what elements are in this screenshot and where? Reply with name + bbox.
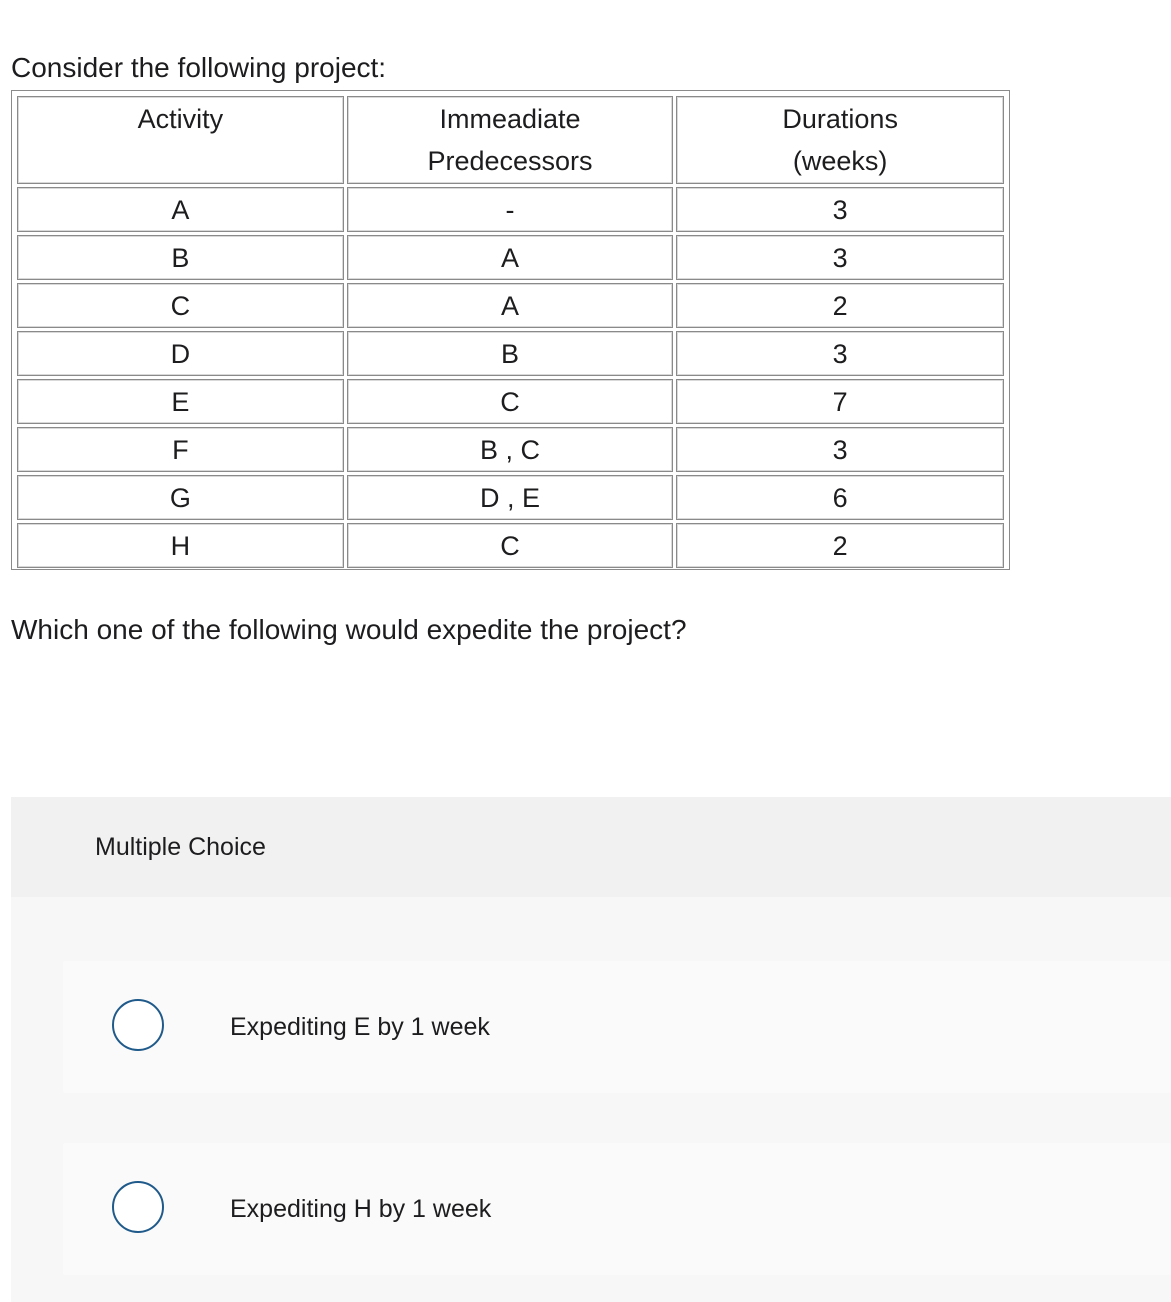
activity-table [14,93,1007,571]
cell-duration: 2 [676,283,1004,328]
header-duration-line2: (weeks) [792,146,888,176]
header-duration-line1: Durations [782,104,898,134]
cell-duration: 3 [676,235,1004,280]
table-row [17,379,1004,424]
intro-text: Consider the following project: [11,52,387,83]
cell-duration: 3 [676,427,1004,472]
radio-button-icon[interactable] [112,999,164,1051]
table-row [17,331,1004,376]
cell-activity: A [17,187,344,232]
project-table [11,90,1010,570]
option-label: Expediting H by 1 week [230,1195,492,1223]
table-row [17,187,1004,232]
cell-activity: E [17,379,344,424]
cell-duration: 6 [676,475,1004,520]
cell-predecessors: - [347,187,674,232]
header-predecessors [347,96,674,184]
header-activity [17,96,344,184]
table-row [17,427,1004,472]
cell-activity: D [17,331,344,376]
radio-button-icon[interactable] [112,1181,164,1233]
multiple-choice-options [11,897,1171,1302]
cell-predecessors: C [347,379,674,424]
question-text: Which one of the following would expedite the project? [11,614,687,645]
cell-duration: 3 [676,187,1004,232]
table-row [17,235,1004,280]
table-row [17,475,1004,520]
cell-activity: B [17,235,344,280]
table-row [17,283,1004,328]
cell-predecessors: A [347,283,674,328]
option-expedite-e[interactable] [63,961,1171,1093]
cell-predecessors: C [347,523,674,568]
option-expedite-h[interactable] [63,1143,1171,1275]
cell-duration: 7 [676,379,1004,424]
header-predecessors-line1: Immeadiate [439,104,581,134]
cell-duration: 2 [676,523,1004,568]
option-label: Expediting E by 1 week [230,1013,490,1041]
header-activity-label: Activity [137,104,224,134]
cell-activity: C [17,283,344,328]
cell-activity: H [17,523,344,568]
multiple-choice-label: Multiple Choice [95,833,266,861]
cell-activity: G [17,475,344,520]
cell-predecessors: A [347,235,674,280]
cell-predecessors: D , E [347,475,674,520]
cell-duration: 3 [676,331,1004,376]
cell-predecessors: B , C [347,427,674,472]
table-row [17,523,1004,568]
cell-predecessors: B [347,331,674,376]
table-header-row [17,96,1004,184]
multiple-choice-header [11,797,1171,897]
header-duration [676,96,1004,184]
cell-activity: F [17,427,344,472]
header-predecessors-line2: Predecessors [427,146,593,176]
